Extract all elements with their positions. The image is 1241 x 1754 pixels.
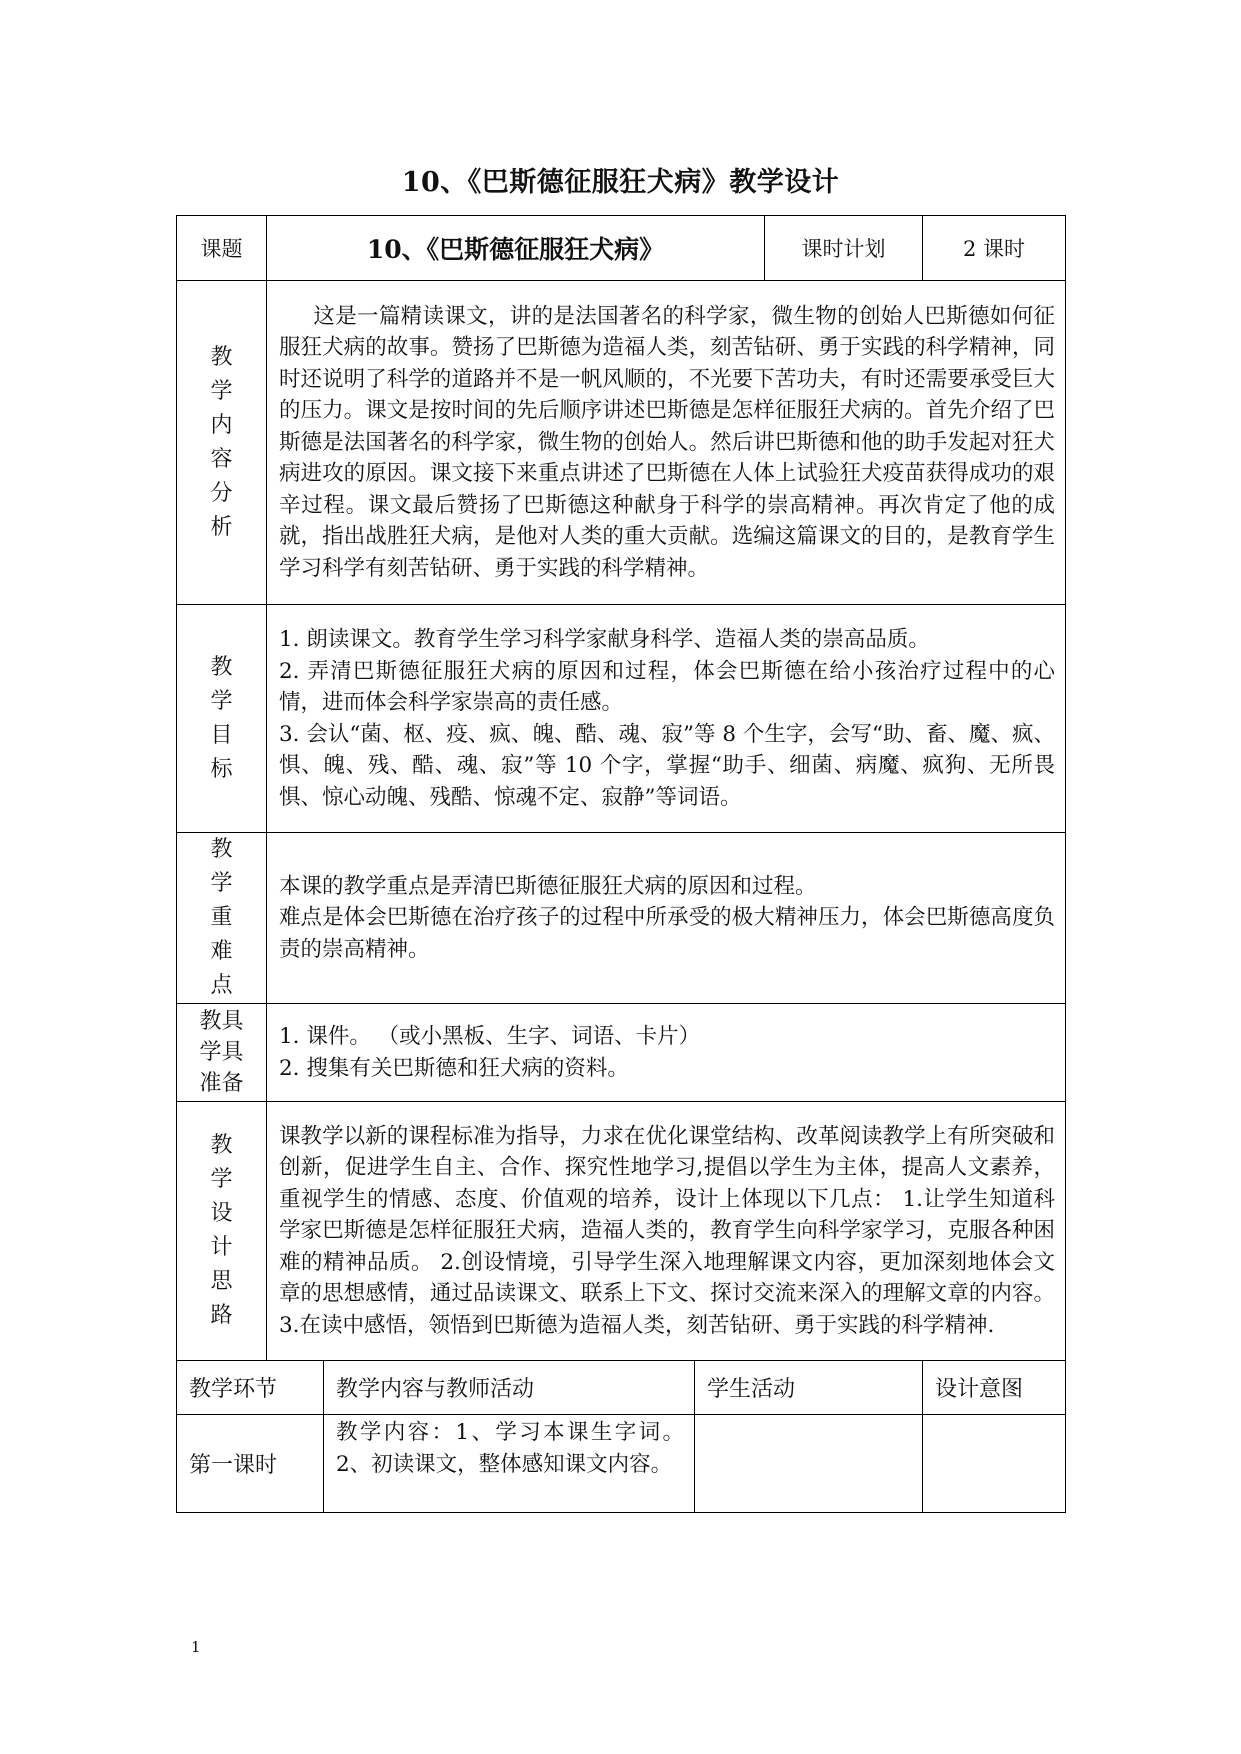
lesson-row	[177, 1415, 1066, 1513]
process-header-row	[177, 1361, 1066, 1415]
stage-header: 教学环节	[177, 1361, 324, 1415]
key-point-item: 本课的教学重点是弄清巴斯德征服狂犬病的原因和过程。	[279, 873, 817, 899]
key-points-label: 教 学 重 难 点	[177, 833, 267, 1004]
lesson-content: 教学内容：1、学习本课生字词。2、初读课文，整体感知课文内容。	[324, 1415, 695, 1513]
topic-label: 课题	[177, 216, 267, 281]
materials-text	[267, 1004, 1066, 1102]
goal-item: 3. 会认“菌、枢、疫、疯、魄、酷、魂、寂”等 8 个生字，会写“助、畜、魔、疯、惧、魄、残、酷、魂、寂”等 10 个字，掌握“助手、细菌、病魔、疯狗、无所畏惧、惊心动魄、残酷、惊魂不定、寂静”等词语。	[279, 721, 1056, 810]
lesson-student-activity	[695, 1415, 923, 1513]
content-analysis-label: 教 学 内 容 分 析	[177, 281, 267, 605]
design-idea-text: 课教学以新的课程标准为指导，力求在优化课堂结构、改革阅读教学上有所突破和创新，促进学生自主、合作、探究性地学习,提倡以学生为主体，提高人文素养，重视学生的情感、态度、价值观的培养，设计上体现以下几点： 1.让学生知道科学家巴斯德是怎样征服狂犬病，造福人类的，教育学生向科学家学习，克服各种困难的精神品质。 2.创设情境，引导学生深入地理解课文内容，更加深刻地体会文章的思想感情，通过品读课文、联系上下文、探讨交流来深入的理解文章的内容。 3.在读中感悟，领悟到巴斯德为造福人类，刻苦钻研、勇于实践的科学精神.	[267, 1102, 1066, 1361]
goals-text	[267, 605, 1066, 833]
design-idea-row	[177, 1102, 1066, 1361]
content-analysis-row	[177, 281, 1066, 605]
lesson-plan-label: 课时计划	[765, 216, 923, 281]
key-points-row	[177, 833, 1066, 1004]
page-number: 1	[191, 1638, 201, 1656]
material-item: 2. 搜集有关巴斯德和狂犬病的资料。	[279, 1055, 629, 1081]
content-analysis-text: 这是一篇精读课文，讲的是法国著名的科学家，微生物的创始人巴斯德如何征服狂犬病的故事。赞扬了巴斯德为造福人类，刻苦钻研、勇于实践的科学精神，同时还说明了科学的道路并不是一帆风顺的，不光要下苦功夫，有时还需要承受巨大的压力。课文是按时间的先后顺序讲述巴斯德是怎样征服狂犬病的。首先介绍了巴斯德是法国著名的科学家，微生物的创始人。然后讲巴斯德和他的助手发起对狂犬病进攻的原因。课文接下来重点讲述了巴斯德在人体上试验狂犬疫苗获得成功的艰辛过程。课文最后赞扬了巴斯德这种献身于科学的崇高精神。再次肯定了他的成就，指出战胜狂犬病，是他对人类的重大贡献。选编这篇课文的目的，是教育学生学习科学有刻苦钻研、勇于实践的科学精神。	[267, 281, 1066, 605]
document-title: 10、《巴斯德征服狂犬病》教学设计	[401, 167, 840, 198]
lesson-stage: 第一课时	[177, 1415, 324, 1513]
goals-label: 教 学 目 标	[177, 605, 267, 833]
lesson-plan-value: 2 课时	[923, 216, 1066, 281]
goal-item: 2. 弄清巴斯德征服狂犬病的原因和过程，体会巴斯德在给小孩治疗过程中的心情，进而体会科学家崇高的责任感。	[279, 658, 1056, 715]
design-intent-header: 设计意图	[923, 1361, 1066, 1415]
materials-label: 教具 学具 准备	[177, 1004, 267, 1102]
lesson-design-intent	[923, 1415, 1066, 1513]
key-point-item: 难点是体会巴斯德在治疗孩子的过程中所承受的极大精神压力，体会巴斯德高度负责的崇高精神。	[279, 905, 1056, 962]
topic-value: 10、《巴斯德征服狂犬病》	[267, 216, 765, 281]
goal-item: 1. 朗读课文。教育学生学习科学家献身科学、造福人类的崇高品质。	[279, 627, 930, 652]
materials-row	[177, 1004, 1066, 1102]
material-item: 1. 课件。 （或小黑板、生字、词语、卡片）	[279, 1024, 701, 1049]
topic-row	[177, 216, 1066, 281]
student-activity-header: 学生活动	[695, 1361, 923, 1415]
teacher-activity-header: 教学内容与教师活动	[324, 1361, 695, 1415]
key-points-text	[267, 833, 1066, 1004]
goals-row	[177, 605, 1066, 833]
lesson-plan-table	[176, 215, 1066, 1513]
design-idea-label: 教 学 设 计 思 路	[177, 1102, 267, 1361]
